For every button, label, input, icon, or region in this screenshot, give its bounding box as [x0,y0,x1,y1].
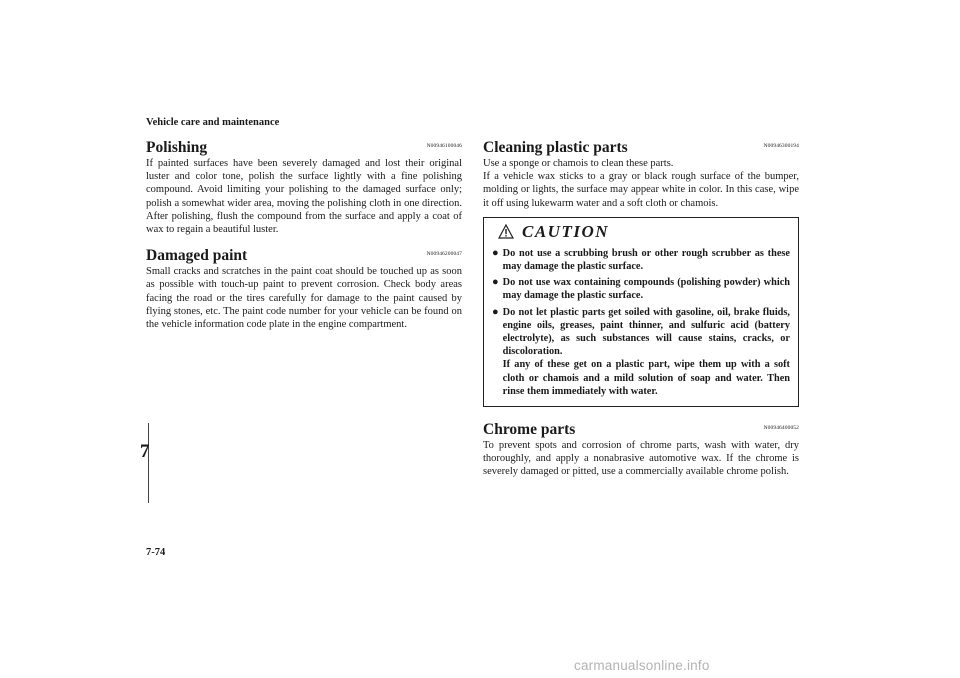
chapter-tab [128,423,149,503]
caution-item-text: Do not use wax containing compounds (polishing powder) which may damage the plastic surface. [502,277,790,302]
right-column [483,137,799,479]
watermark-footer: carmanualsonline.info [574,658,710,673]
section-title [483,419,799,439]
bullet-dot-icon: ● [492,276,499,289]
warning-triangle-icon [498,224,514,239]
section-title [483,137,799,157]
caution-header [492,222,790,242]
left-column [146,137,462,331]
section-title-text: Damaged paint [146,247,248,265]
page-number: 7-74 [146,547,166,558]
section-damaged-paint [146,245,462,331]
caution-box [483,217,799,407]
section-polishing [146,137,462,236]
section-code: N00946300194 [763,143,799,149]
bullet-dot-icon: ● [492,246,499,259]
section-title [146,137,462,157]
section-body: Use a sponge or chamois to clean these parts. [483,158,674,169]
bullet-dot-icon: ● [492,305,499,318]
section-title-text: Polishing [146,139,208,156]
section-body: Small cracks and scratches in the paint coat should be touched up as soon as possible with touch-up paint to prevent corrosion. Check body areas facing the road or the tires carefully for damage to the paint caused by flying stones, etc. The paint code number for your vehicle can be found on the vehicle information code plate in the engine compartment. [146,266,462,331]
section-title [146,245,462,265]
section-chrome-parts [483,419,799,479]
section-code: N00946400052 [763,425,799,432]
section-code: N00946200047 [426,251,462,258]
caution-item [492,247,790,273]
section-body: To prevent spots and corrosion of chrome parts, wash with water, dry thoroughly, and apply a nonabrasive automotive wax. If the chrome is severely damaged or pitted, use a commercially available chrome polish. [483,440,799,478]
section-body: If a vehicle wax sticks to a gray or black rough surface of the bumper, molding or lights, the surface may appear white in color. In this case, wipe it off using lukewarm water and a soft cloth or chamois. [483,171,799,209]
section-cleaning-plastic [483,137,799,210]
caution-item [492,276,790,302]
section-title-text: Cleaning plastic parts [483,139,628,156]
chapter-number: 7 [140,441,150,462]
caution-item-text: Do not let plastic parts get soiled with gasoline, oil, brake fluids, engine oils, greases, paint thinner, and sulfuric acid (battery electrolyte), as such substances will cause stains, cracks, or discoloration. [502,306,790,358]
caution-item [492,306,790,398]
running-header: Vehicle care and maintenance [146,117,280,128]
section-body: If painted surfaces have been severely damaged and lost their original luster and color tone, polish the surface lightly with a fine polishing compound. Avoid limiting your polishing to the damaged surface only; polish a somewhat wider area, moving the polishing cloth in one direction. After polishing, flush the compound from the surface and apply a coat of wax to regain a beautiful luster. [146,158,462,236]
section-code: N00946100046 [426,143,462,149]
caution-item-extra: If any of these get on a plastic part, wipe them up with a soft cloth or chamois and a mild solution of soap and water. Then rinse them immediately with water. [502,359,790,397]
section-title-text: Chrome parts [483,421,576,439]
caution-label: CAUTION [522,221,610,241]
caution-item-text: Do not use a scrubbing brush or other rough scrubber as these may damage the plastic surface. [502,247,790,273]
